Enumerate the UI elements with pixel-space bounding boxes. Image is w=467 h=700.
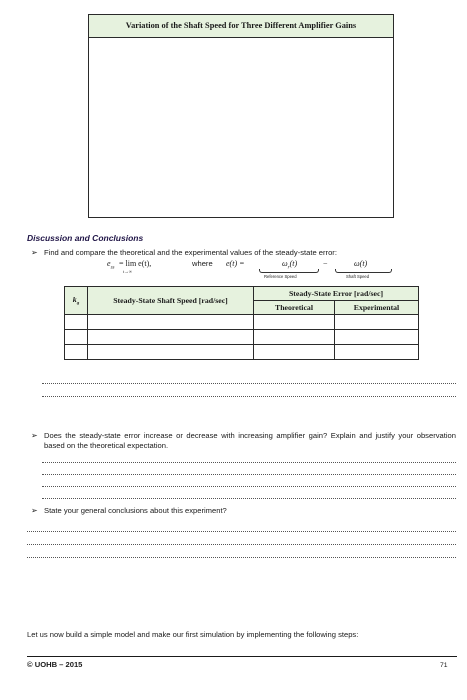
table-row	[65, 330, 419, 345]
eq-ref-brace	[259, 269, 319, 273]
question-1-text: Find and compare the theoretical and the experimental values of the steady-state error:	[44, 248, 337, 257]
answer-line[interactable]	[42, 383, 456, 384]
steady-state-error-equation	[107, 259, 407, 283]
closing-text: Let us now build a simple model and make our first simulation by implementing the following steps:	[27, 630, 359, 639]
col-header-experimental: Experimental	[335, 301, 419, 315]
bullet-arrow-icon: ➢	[31, 431, 38, 440]
answer-line[interactable]	[27, 531, 456, 532]
eq-minus: −	[323, 259, 328, 268]
table-cell[interactable]	[335, 345, 419, 360]
eq-ref-label: Reference Speed	[264, 274, 297, 279]
question-3-text: State your general conclusions about this experiment?	[44, 506, 227, 515]
eq-lim: = lim e(t),	[119, 259, 152, 268]
table-cell[interactable]	[88, 345, 254, 360]
answer-line[interactable]	[42, 396, 456, 397]
figure-frame	[88, 14, 394, 218]
question-3	[31, 506, 451, 518]
eq-shaft-brace	[335, 269, 392, 273]
table-cell[interactable]	[65, 330, 88, 345]
eq-ref-t: (t)	[289, 259, 298, 268]
answer-line[interactable]	[42, 474, 456, 475]
col-header-ka	[65, 287, 88, 315]
page-number: 71	[440, 662, 448, 669]
col-header-theoretical: Theoretical	[254, 301, 335, 315]
table-cell[interactable]	[254, 315, 335, 330]
figure-plot-area	[89, 38, 393, 217]
answer-line[interactable]	[42, 498, 456, 499]
eq-lim-sub: t→∞	[123, 269, 132, 274]
table-cell[interactable]	[254, 330, 335, 345]
answer-line[interactable]	[27, 557, 456, 558]
eq-where: where	[192, 259, 213, 268]
table-cell[interactable]	[335, 315, 419, 330]
eq-shaft-label: Shaft Speed	[346, 274, 370, 279]
eq-shaft: ω(t)	[354, 259, 368, 268]
table-cell[interactable]	[88, 330, 254, 345]
footer-copyright: © UOHB – 2015	[27, 660, 83, 669]
table-row	[65, 315, 419, 330]
bullet-arrow-icon: ➢	[31, 506, 38, 515]
figure-title: Variation of the Shaft Speed for Three Different Amplifier Gains	[89, 15, 393, 38]
col-ka-sub: a	[76, 301, 80, 307]
answer-line[interactable]	[27, 544, 456, 545]
answer-line[interactable]	[42, 462, 456, 463]
answer-line[interactable]	[42, 486, 456, 487]
table-cell[interactable]	[65, 345, 88, 360]
question-2	[31, 431, 457, 455]
col-header-steady-state-error: Steady-State Error [rad/sec]	[254, 287, 419, 301]
table-row	[65, 345, 419, 360]
table-cell[interactable]	[335, 330, 419, 345]
bullet-arrow-icon: ➢	[31, 248, 38, 257]
table-cell[interactable]	[65, 315, 88, 330]
question-2-text: Does the steady-state error increase or decrease with increasing amplifier gain? Explain and justify your observation based on the theoretical expectation.	[44, 431, 456, 450]
eq-ref-symbol: ω	[282, 259, 288, 268]
eq-et: e(t) =	[226, 259, 245, 268]
eq-lhs-sub: ss	[110, 265, 115, 271]
footer-rule	[27, 656, 457, 657]
section-heading: Discussion and Conclusions	[27, 233, 144, 243]
eq-ref-sub: r	[287, 265, 290, 271]
col-header-shaft-speed: Steady-State Shaft Speed [rad/sec]	[88, 287, 254, 315]
table-cell[interactable]	[254, 345, 335, 360]
steady-state-error-table	[64, 286, 419, 360]
eq-lhs-symbol: e	[107, 259, 111, 268]
col-ka-symbol: k	[72, 294, 77, 304]
table-cell[interactable]	[88, 315, 254, 330]
eq-lhs	[107, 259, 114, 271]
